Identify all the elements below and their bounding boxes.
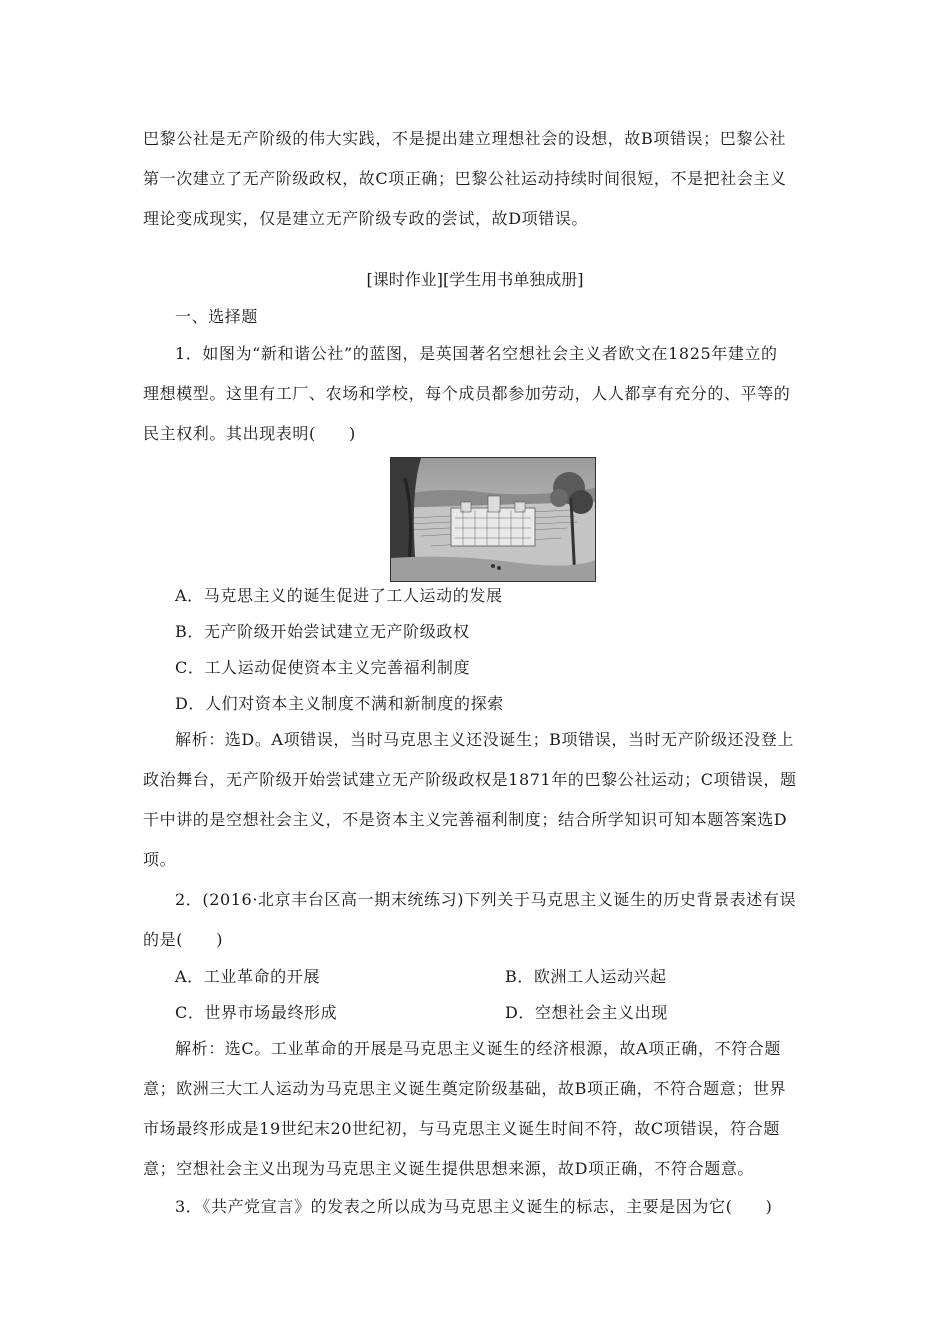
part-title: 一、选择题 — [175, 307, 259, 326]
q1-option-c: C．工人运动促使资本主义完善福利制度 — [175, 658, 471, 677]
q2-analysis-line: 意；空想社会主义出现为马克思主义诞生提供思想来源，故D项正确，不符合题意。 — [143, 1159, 755, 1178]
new-harmony-illustration — [390, 457, 596, 582]
q1-option-a: A．马克思主义的诞生促进了工人运动的发展 — [175, 586, 503, 605]
q1-option-b: B．无产阶级开始尝试建立无产阶级政权 — [175, 622, 470, 641]
q1-analysis-line: 干中讲的是空想社会主义，不是资本主义完善福利制度；结合所学知识可知本题答案选D — [143, 810, 788, 829]
q2-analysis-line: 意；欧洲三大工人运动为马克思主义诞生奠定阶级基础，故B项正确，不符合题意；世界 — [143, 1079, 787, 1098]
q3-stem-line: 3．《共产党宣言》的发表之所以成为马克思主义诞生的标志，主要是因为它( ) — [175, 1197, 773, 1216]
q2-option-c: C．世界市场最终形成 — [175, 1003, 338, 1022]
intro-line: 巴黎公社是无产阶级的伟大实践，不是提出建立理想社会的设想，故B项错误；巴黎公社 — [143, 129, 787, 148]
q2-stem-line: 2．(2016·北京丰台区高一期末统练习)下列关于马克思主义诞生的历史背景表述有误 — [175, 890, 797, 909]
section-header: [课时作业][学生用书单独成册] — [366, 270, 584, 289]
q2-analysis-line: 市场最终形成是19世纪末20世纪初，与马克思主义诞生时间不符，故C项错误，符合题 — [143, 1119, 780, 1138]
q2-analysis-line: 解析：选C。工业革命的开展是马克思主义诞生的经济根源，故A项正确，不符合题 — [175, 1039, 781, 1058]
q2-stem-line: 的是( ) — [143, 930, 224, 949]
q1-stem-line: 理想模型。这里有工厂、农场和学校，每个成员都参加劳动，人人都享有充分的、平等的 — [143, 384, 791, 403]
q2-option-d: D．空想社会主义出现 — [505, 1003, 668, 1022]
q1-stem-line: 1．如图为“新和谐公社”的蓝图，是英国著名空想社会主义者欧文在1825年建立的 — [175, 344, 778, 363]
q1-analysis-line: 解析：选D。A项错误，当时马克思主义还没诞生；B项错误，当时无产阶级还没登上 — [175, 730, 794, 749]
q1-option-d: D．人们对资本主义制度不满和新制度的探索 — [175, 694, 504, 713]
q1-analysis-line: 政治舞台，无产阶级开始尝试建立无产阶级政权是1871年的巴黎公社运动；C项错误，题 — [143, 770, 797, 789]
intro-line: 第一次建立了无产阶级政权，故C项正确；巴黎公社运动持续时间很短，不是把社会主义 — [143, 169, 787, 188]
q2-option-b: B．欧洲工人运动兴起 — [505, 967, 667, 986]
intro-line: 理论变成现实，仅是建立无产阶级专政的尝试，故D项错误。 — [143, 209, 589, 228]
q1-analysis-line: 项。 — [143, 850, 177, 869]
q1-stem-line: 民主权利。其出现表明( ) — [143, 424, 356, 443]
q2-option-a: A．工业革命的开展 — [175, 967, 320, 986]
